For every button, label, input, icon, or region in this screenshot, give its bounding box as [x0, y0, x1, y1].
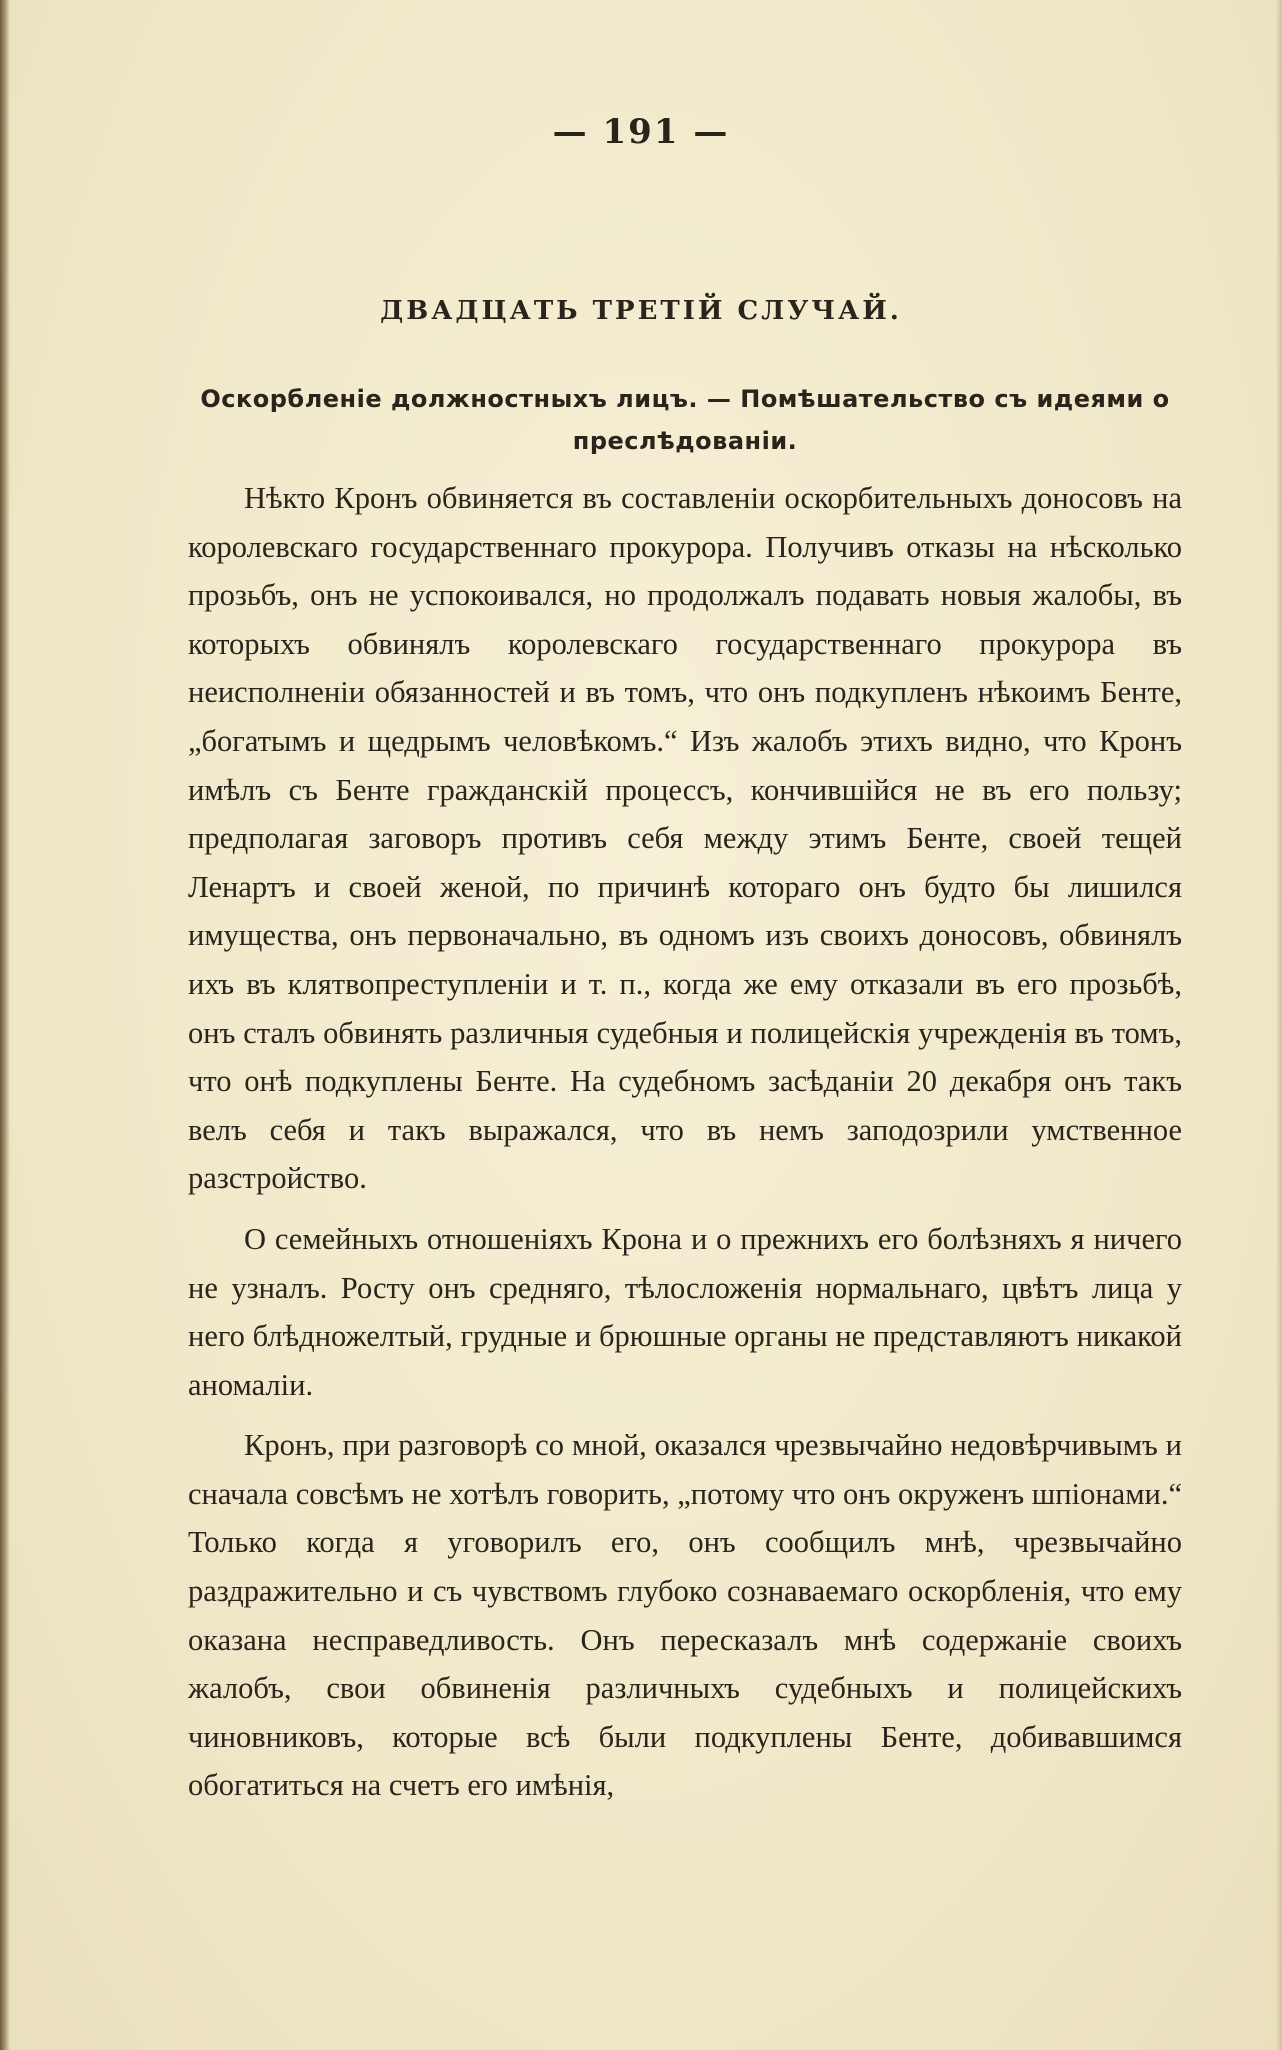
paragraph-3: Кронъ, при разговорѣ со мной, оказался чрезвычайно недовѣрчивымъ и сначала совсѣмъ не хотѣлъ говорить, „потому что онъ окруженъ шпіонами.“ Только когда я уговорилъ его, онъ сообщилъ мнѣ, чрезвычайно раздражительно и съ чувствомъ глубоко сознаваемаго оскорбленія, что ему оказана несправедливость. Онъ пересказалъ мнѣ содержаніе своихъ жалобъ, свои обвиненія различныхъ судебныхъ и полицейскихъ чиновниковъ, которые всѣ были подкуплены Бенте, добивавшимся обогатиться на счетъ его имѣнія,: [188, 1428, 1182, 1803]
chapter-heading: ДВАДЦАТЬ ТРЕТІЙ СЛУЧАЙ.: [380, 296, 902, 326]
chapter-subtitle: Оскорбленіе должностныхъ лицъ. — Помѣшательство съ идеями о преслѣдованіи.: [200, 385, 1170, 455]
page-number: — 191 —: [552, 112, 730, 152]
body-text: [188, 474, 1182, 1822]
paragraph-1: Нѣкто Кронъ обвиняется въ составленіи оскорбительныхъ доносовъ на королевскаго государственнаго прокурора. Получивъ отказы на нѣсколько прозьбъ, онъ не успокоивался, но продолжалъ подавать новыя жалобы, въ которыхъ обвинялъ королевскаго государственнаго прокурора въ неисполненіи обязанностей и въ томъ, что онъ подкупленъ нѣкоимъ Бенте, „богатымъ и щедрымъ человѣкомъ.“ Изъ жалобъ этихъ видно, что Кронъ имѣлъ съ Бенте гражданскій процессъ, кончившійся не въ его пользу; предполагая заговоръ противъ себя между этимъ Бенте, своей тещей Ленартъ и своей женой, по причинѣ котораго онъ будто бы лишился имущества, онъ первоначально, въ одномъ изъ своихъ доносовъ, обвинялъ ихъ въ клятвопреступленіи и т. п., когда же ему отказали въ его прозьбѣ, онъ сталъ обвинять различныя судебныя и полицейскія учрежденія въ томъ, что онѣ подкуплены Бенте. На судебномъ засѣданіи 20 декабря онъ такъ велъ себя и такъ выражался, что въ немъ заподозрили умственное разстройство.: [188, 481, 1182, 1196]
paragraph-2: О семейныхъ отношеніяхъ Крона и о прежнихъ его болѣзняхъ я ничего не узналъ. Росту онъ средняго, тѣлосложенія нормальнаго, цвѣтъ лица у него блѣдножелтый, грудные и брюшные органы не представляютъ никакой аномаліи.: [188, 1221, 1182, 1402]
